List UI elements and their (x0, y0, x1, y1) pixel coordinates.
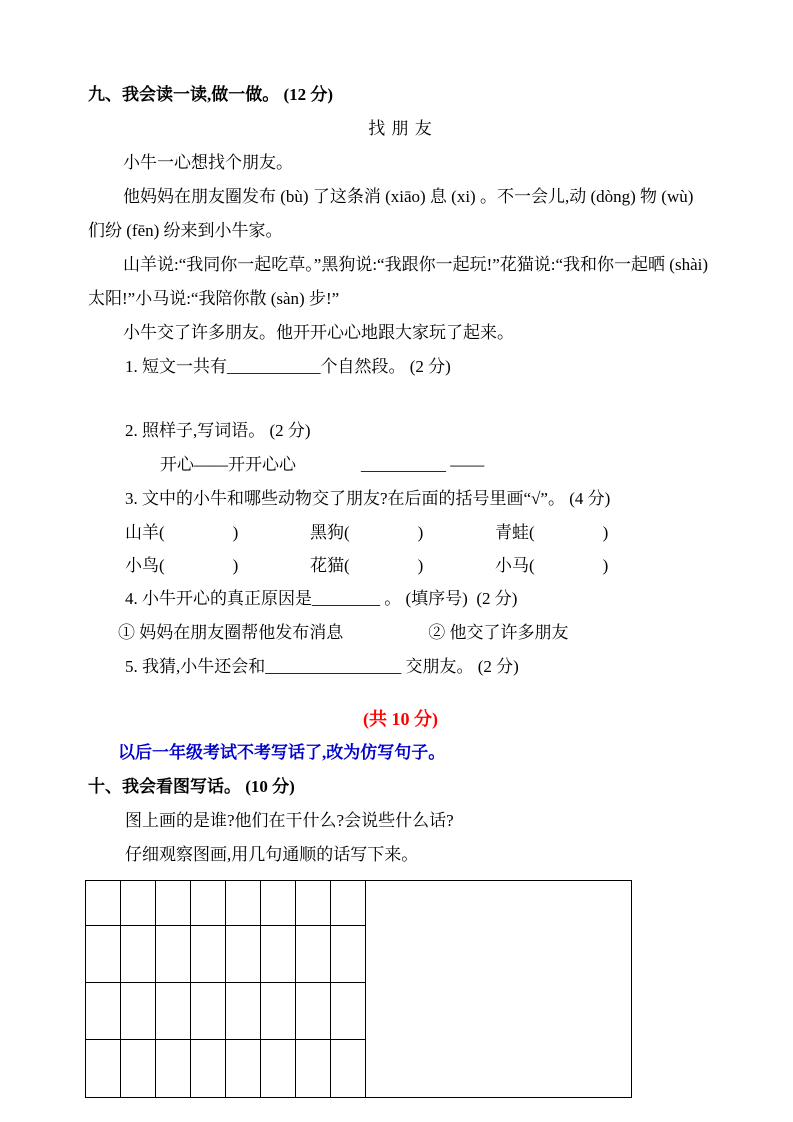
question-1: 1. 短文一共有___________个自然段。 (2 分) (125, 357, 451, 376)
writing-grid-cell (191, 926, 226, 983)
section10-heading: 十、我会看图写话。 (10 分) (88, 777, 295, 796)
writing-grid-cell (226, 926, 261, 983)
question-2-example: 开心——开开心心 (160, 455, 296, 474)
writing-grid-cell (261, 926, 296, 983)
option-horse: 小马( ) (495, 556, 609, 575)
passage-paragraph-4: 小牛交了许多朋友。他开开心心地跟大家玩了起来。 (123, 323, 514, 342)
option-frog: 青蛙( ) (495, 523, 609, 542)
writing-grid-cell (226, 983, 261, 1040)
writing-grid-cell (156, 983, 191, 1040)
writing-grid-cell (261, 983, 296, 1040)
option-cat: 花猫( ) (310, 556, 424, 575)
total-score-note: (共 10 分) (363, 709, 438, 729)
question-2-example-line (160, 448, 713, 482)
writing-grid-cell (261, 881, 296, 926)
writing-grid-cell (86, 1040, 121, 1097)
writing-grid-cell (191, 881, 226, 926)
writing-grid-cell (296, 881, 331, 926)
writing-grid-cell (121, 926, 156, 983)
teacher-notice: 以后一年级考试不考写话了,改为仿写句子。 (118, 743, 446, 762)
writing-grid-squares (86, 881, 366, 1097)
writing-grid-cell (86, 881, 121, 926)
section9-heading: 九、我会读一读,做一做。 (12 分) (88, 85, 334, 104)
writing-grid-cell (156, 926, 191, 983)
writing-grid (85, 880, 632, 1098)
writing-grid-cell (121, 1040, 156, 1097)
writing-grid-cell (296, 983, 331, 1040)
question-2: 2. 照样子,写词语。 (2 分) (125, 421, 311, 440)
option-bird: 小鸟( ) (125, 556, 239, 575)
writing-grid-large-cell (366, 881, 631, 1097)
writing-grid-cell (191, 983, 226, 1040)
choice-1: ① 妈妈在朋友圈帮他发布消息 (118, 623, 344, 642)
question-3: 3. 文中的小牛和哪些动物交了朋友?在后面的括号里画“√”。 (4 分) (125, 489, 611, 508)
question-2-blank: __________ —— (361, 455, 485, 474)
writing-grid-cell (121, 881, 156, 926)
question-4: 4. 小牛开心的真正原因是________ 。 (填序号) (2 分) (125, 589, 518, 608)
writing-grid-cell (156, 881, 191, 926)
writing-grid-cell (226, 1040, 261, 1097)
writing-grid-cell (226, 881, 261, 926)
question-5: 5. 我猜,小牛还会和________________ 交朋友。 (2 分) (125, 657, 519, 676)
writing-grid-cell (121, 983, 156, 1040)
writing-grid-cell (86, 926, 121, 983)
writing-grid-cell (261, 1040, 296, 1097)
writing-grid-cell (191, 1040, 226, 1097)
passage-paragraph-1: 小牛一心想找个朋友。 (123, 153, 293, 172)
option-goat: 山羊( ) (125, 523, 239, 542)
section10-prompt-2: 仔细观察图画,用几句通顺的话写下来。 (125, 845, 419, 864)
section10-prompt-1: 图上画的是谁?他们在干什么?会说些什么话? (125, 811, 454, 830)
question-3-options-row-1 (125, 516, 713, 549)
passage-paragraph-3: 山羊说:“我同你一起吃草。”黑狗说:“我跟你一起玩!”花猫说:“我和你一起晒 (shài) 太阳!”小马说:“我陪你散 (sàn) 步!” (88, 255, 713, 308)
question-4-choices (118, 616, 713, 650)
writing-grid-cell (296, 926, 331, 983)
writing-grid-cell (156, 1040, 191, 1097)
writing-grid-cell (331, 1040, 366, 1097)
question-3-options-row-2 (125, 549, 713, 582)
writing-grid-cell (331, 926, 366, 983)
writing-grid-cell (331, 983, 366, 1040)
writing-grid-cell (86, 983, 121, 1040)
writing-grid-cell (331, 881, 366, 926)
choice-2: ② 他交了许多朋友 (428, 623, 569, 642)
writing-grid-cell (296, 1040, 331, 1097)
passage-paragraph-2: 他妈妈在朋友圈发布 (bù) 了这条消 (xiāo) 息 (xi) 。不一会儿,动 (dòng) 物 (wù) 们纷 (fēn) 纷来到小牛家。 (88, 187, 698, 240)
passage-title: 找 朋 友 (368, 119, 433, 138)
option-black-dog: 黑狗( ) (310, 523, 424, 542)
